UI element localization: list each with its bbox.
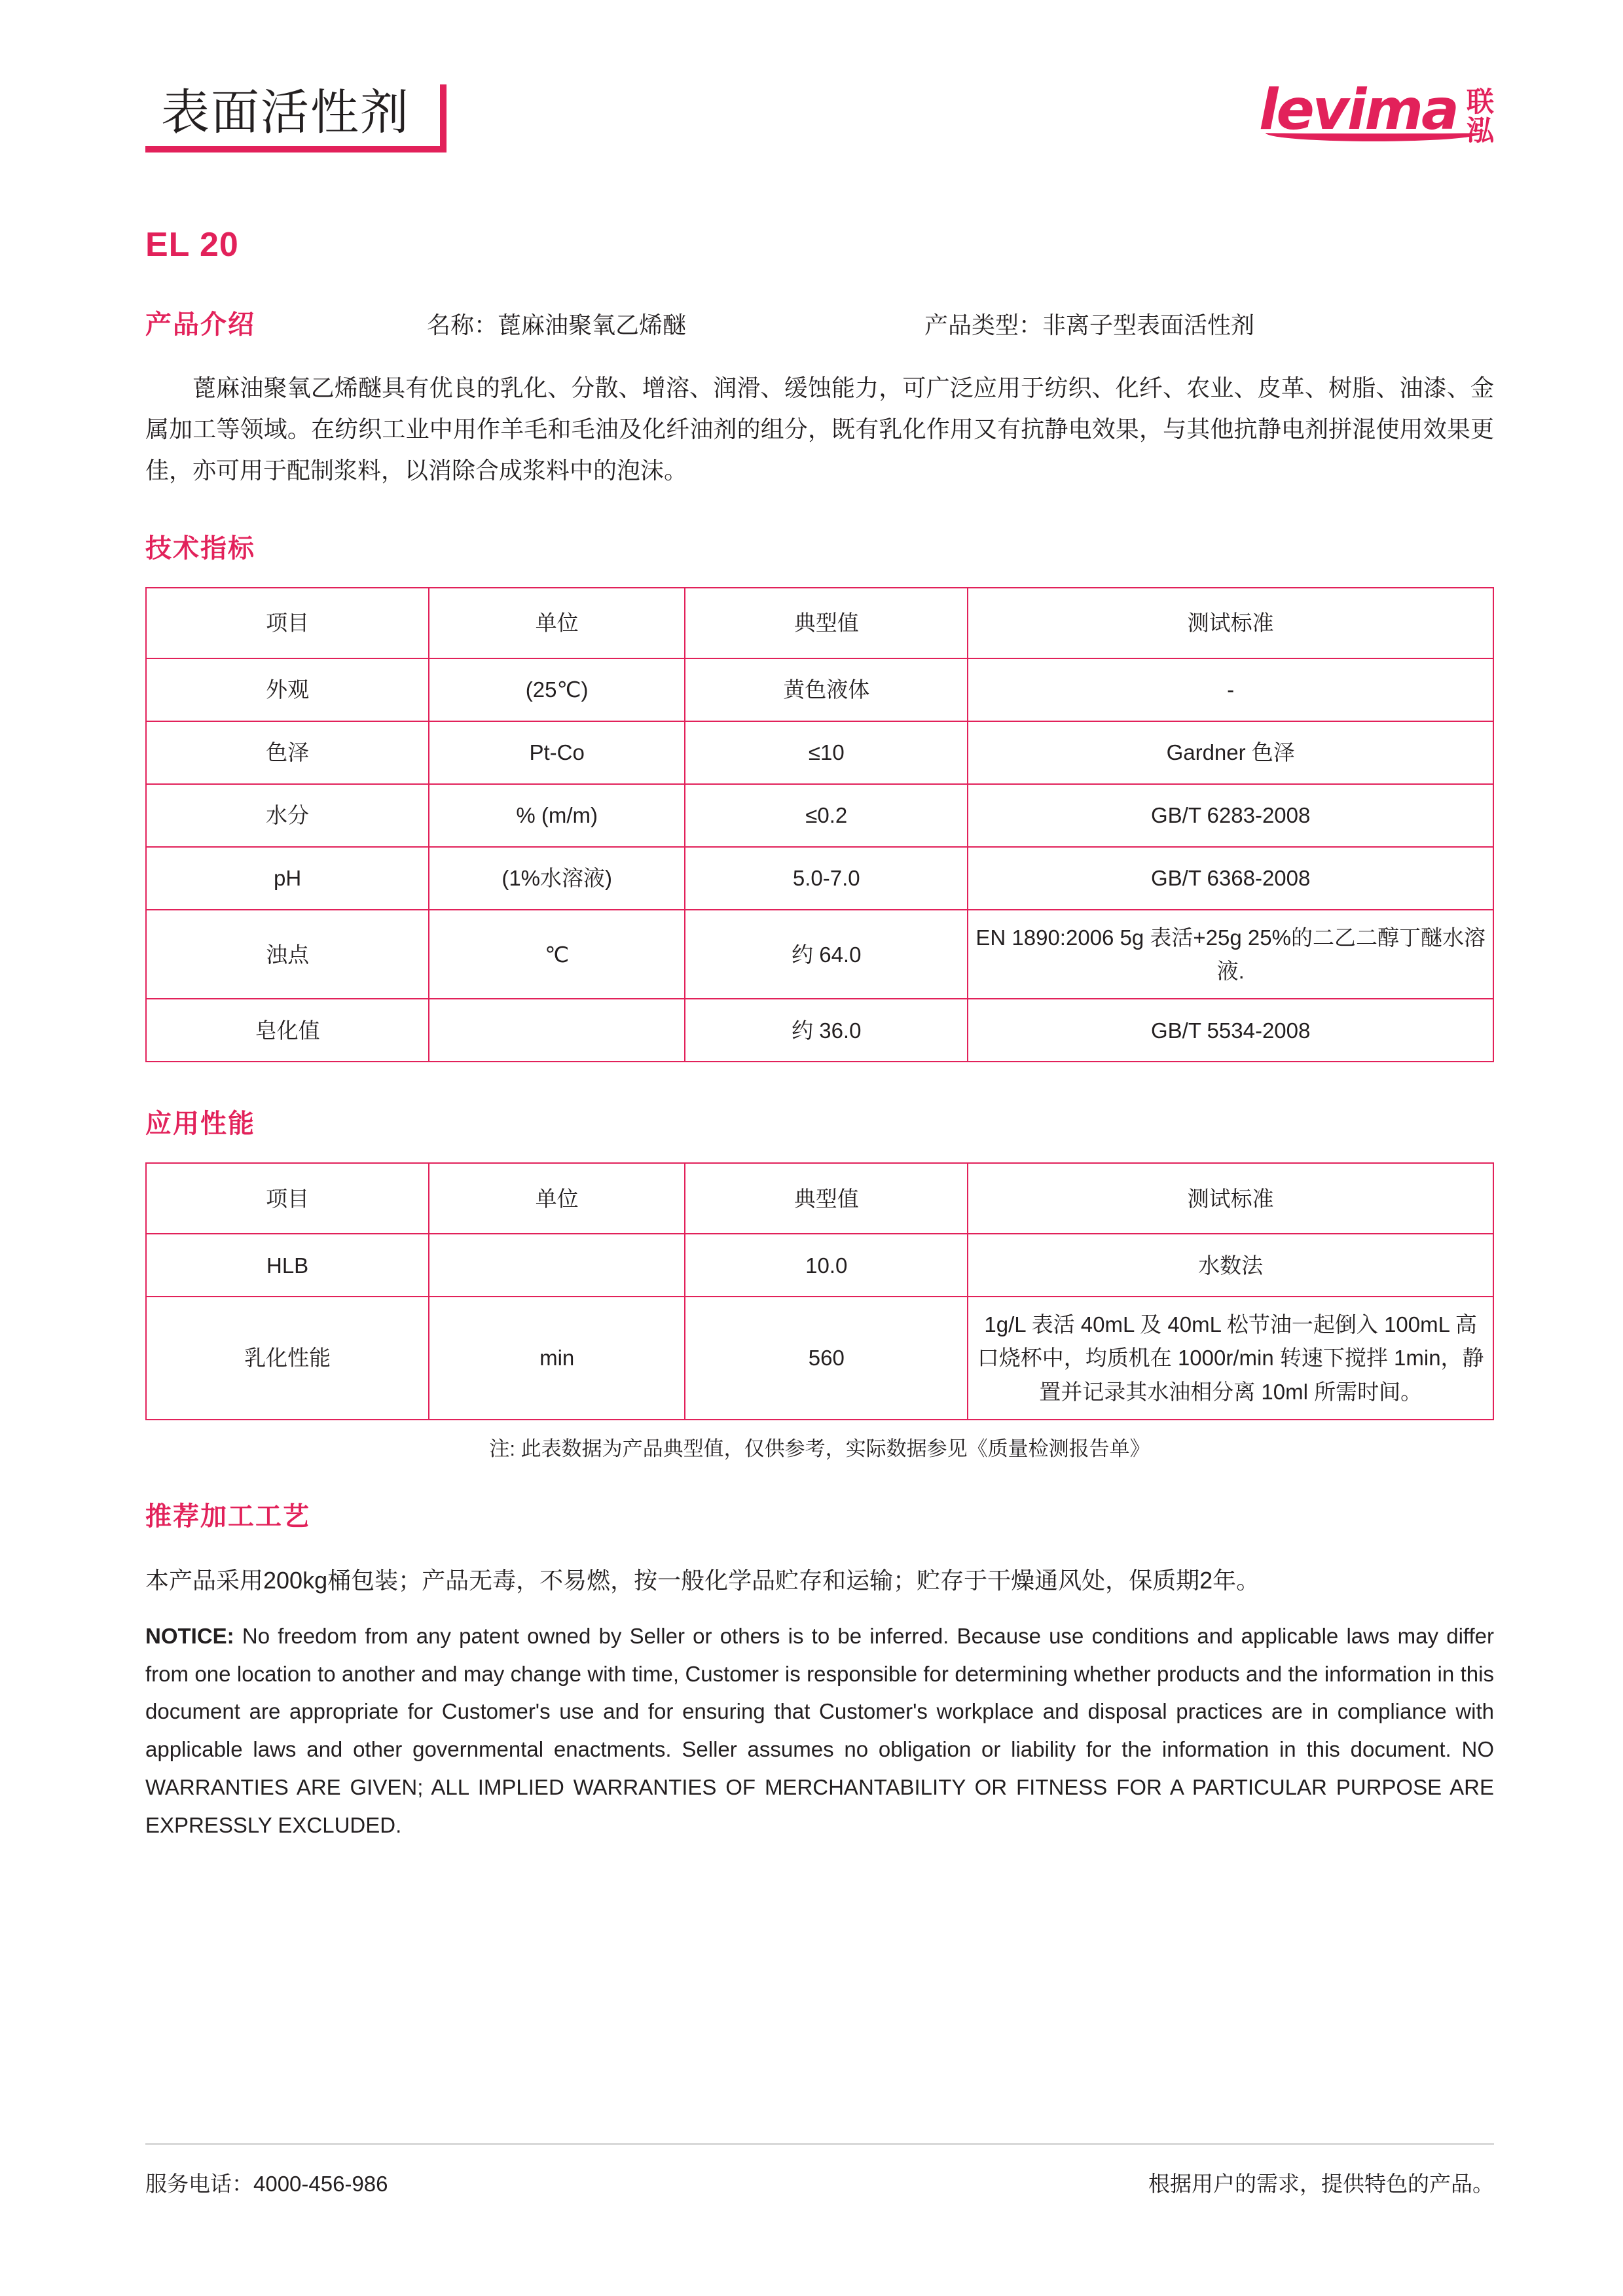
- table-cell: 皂化值: [146, 999, 429, 1062]
- table-cell: 1g/L 表活 40mL 及 40mL 松节油一起倒入 100mL 高口烧杯中，均质机在 1000r/min 转速下搅拌 1min，静置并记录其水油相分离 10ml 所需时间。: [968, 1297, 1493, 1419]
- table-cell: % (m/m): [429, 784, 685, 847]
- header-underline: [145, 146, 447, 152]
- header-title-block: [145, 79, 447, 150]
- intro-paragraph: 蓖麻油聚氧乙烯醚具有优良的乳化、分散、增溶、润滑、缓蚀能力，可广泛应用于纺织、化纤、农业、皮革、树脂、油漆、金属加工等领域。在纺织工业中用作羊毛和毛油及化纤油剂的组分，既有乳化作用又有抗静电效果，与其他抗静电剂拼混使用效果更佳，亦可用于配制浆料，以消除合成浆料中的泡沫。: [145, 374, 1494, 484]
- product-name: 名称：蓖麻油聚氧乙烯醚: [427, 312, 687, 338]
- table-header-cell: 单位: [429, 588, 685, 658]
- table-cell: 10.0: [685, 1234, 968, 1297]
- section-heading-application: 应用性能: [145, 1109, 255, 1139]
- table-cell: ℃: [429, 910, 685, 999]
- brand-logo: [1258, 77, 1494, 147]
- table-header-cell: 单位: [429, 1163, 685, 1234]
- page-title: 表面活性剂: [161, 85, 410, 139]
- product-type: 产品类型：非离子型表面活性剂: [924, 312, 1255, 338]
- footer-tagline: 根据用户的需求，提供特色的产品。: [1148, 2172, 1494, 2196]
- table-cell: ≤0.2: [685, 784, 968, 847]
- table-row: [146, 1234, 1493, 1297]
- section-heading-intro: 产品介绍: [145, 310, 255, 339]
- table-cell: GB/T 5534-2008: [968, 999, 1493, 1062]
- notice-paragraph: [145, 1617, 1494, 1844]
- table-cell: 水数法: [968, 1234, 1493, 1297]
- section-heading-technical: 技术指标: [145, 534, 255, 563]
- table-header-row: [146, 1163, 1493, 1234]
- table-cell: [429, 999, 685, 1062]
- table-header-cell: 项目: [146, 588, 429, 658]
- table-cell: EN 1890:2006 5g 表活+25g 25%的二乙二醇丁醚水溶液.: [968, 910, 1493, 999]
- intro-row: [145, 304, 1494, 341]
- logo-wordmark: levima: [1258, 77, 1457, 143]
- table-row: [146, 658, 1493, 721]
- page-content: [145, 0, 1494, 1844]
- table-header-cell: 典型值: [685, 588, 968, 658]
- footer-row: [145, 2167, 1494, 2198]
- table-cell: 约 36.0: [685, 999, 968, 1062]
- table-row: [146, 721, 1493, 784]
- table-row: [146, 999, 1493, 1062]
- table-cell: 约 64.0: [685, 910, 968, 999]
- table-cell: GB/T 6368-2008: [968, 847, 1493, 910]
- technical-table: [145, 587, 1494, 1062]
- table-cell: 浊点: [146, 910, 429, 999]
- table-header-cell: 典型值: [685, 1163, 968, 1234]
- table-cell: GB/T 6283-2008: [968, 784, 1493, 847]
- table-cell: 水分: [146, 784, 429, 847]
- table-cell: Pt-Co: [429, 721, 685, 784]
- table-cell: ≤10: [685, 721, 968, 784]
- logo-swoosh-icon: [1266, 124, 1482, 141]
- table-cell: [429, 1234, 685, 1297]
- table-cell: 乳化性能: [146, 1297, 429, 1419]
- table-row: [146, 1297, 1493, 1419]
- table-cell: -: [968, 658, 1493, 721]
- table-cell: HLB: [146, 1234, 429, 1297]
- service-phone: 服务电话：4000-456-986: [145, 2172, 388, 2196]
- logo-chinese-name: 联 泓: [1466, 86, 1494, 147]
- page-footer: [145, 2143, 1494, 2198]
- table-cell: 5.0-7.0: [685, 847, 968, 910]
- table-cell: min: [429, 1297, 685, 1419]
- application-table: [145, 1162, 1494, 1420]
- notice-text: No freedom from any patent owned by Seller or others is to be inferred. Because use conditions and applicable laws may differ from one location to another and may change with time, Customer is responsible for determining whether products and the information in this document are appropriate for Customer's use and for ensuring that Customer's workplace and disposal practices are in compliance with applicable laws and other governmental enactments. Seller assumes no obligation or liability for the information in this document. NO WARRANTIES ARE GIVEN; ALL IMPLIED WARRANTIES OF MERCHANTABILITY OR FITNESS FOR A PARTICULAR PURPOSE ARE EXPRESSLY EXCLUDED.: [145, 1623, 1494, 1837]
- table-header-cell: 测试标准: [968, 588, 1493, 658]
- table-cell: 色泽: [146, 721, 429, 784]
- table-cell: Gardner 色泽: [968, 721, 1493, 784]
- process-paragraph: 本产品采用200kg桶包装；产品无毒，不易燃，按一般化学品贮存和运输；贮存于干燥通风处，保质期2年。: [145, 1566, 1260, 1594]
- table-cell: 外观: [146, 658, 429, 721]
- table-cell: (1%水溶液): [429, 847, 685, 910]
- table-header-cell: 项目: [146, 1163, 429, 1234]
- table-row: [146, 784, 1493, 847]
- table-note: 注: 此表数据为产品典型值，仅供参考，实际数据参见《质量检测报告单》: [489, 1437, 1150, 1460]
- footer-divider: [145, 2143, 1494, 2145]
- header-tick: [440, 84, 447, 152]
- table-cell: 黄色液体: [685, 658, 968, 721]
- page-header: [145, 79, 1494, 177]
- product-code: EL 20: [145, 226, 239, 264]
- table-row: [146, 910, 1493, 999]
- table-header-cell: 测试标准: [968, 1163, 1493, 1234]
- section-heading-process: 推荐加工工艺: [145, 1501, 310, 1531]
- table-cell: pH: [146, 847, 429, 910]
- table-cell: (25℃): [429, 658, 685, 721]
- table-cell: 560: [685, 1297, 968, 1419]
- notice-label: NOTICE:: [145, 1623, 234, 1648]
- table-row: [146, 847, 1493, 910]
- table-header-row: [146, 588, 1493, 658]
